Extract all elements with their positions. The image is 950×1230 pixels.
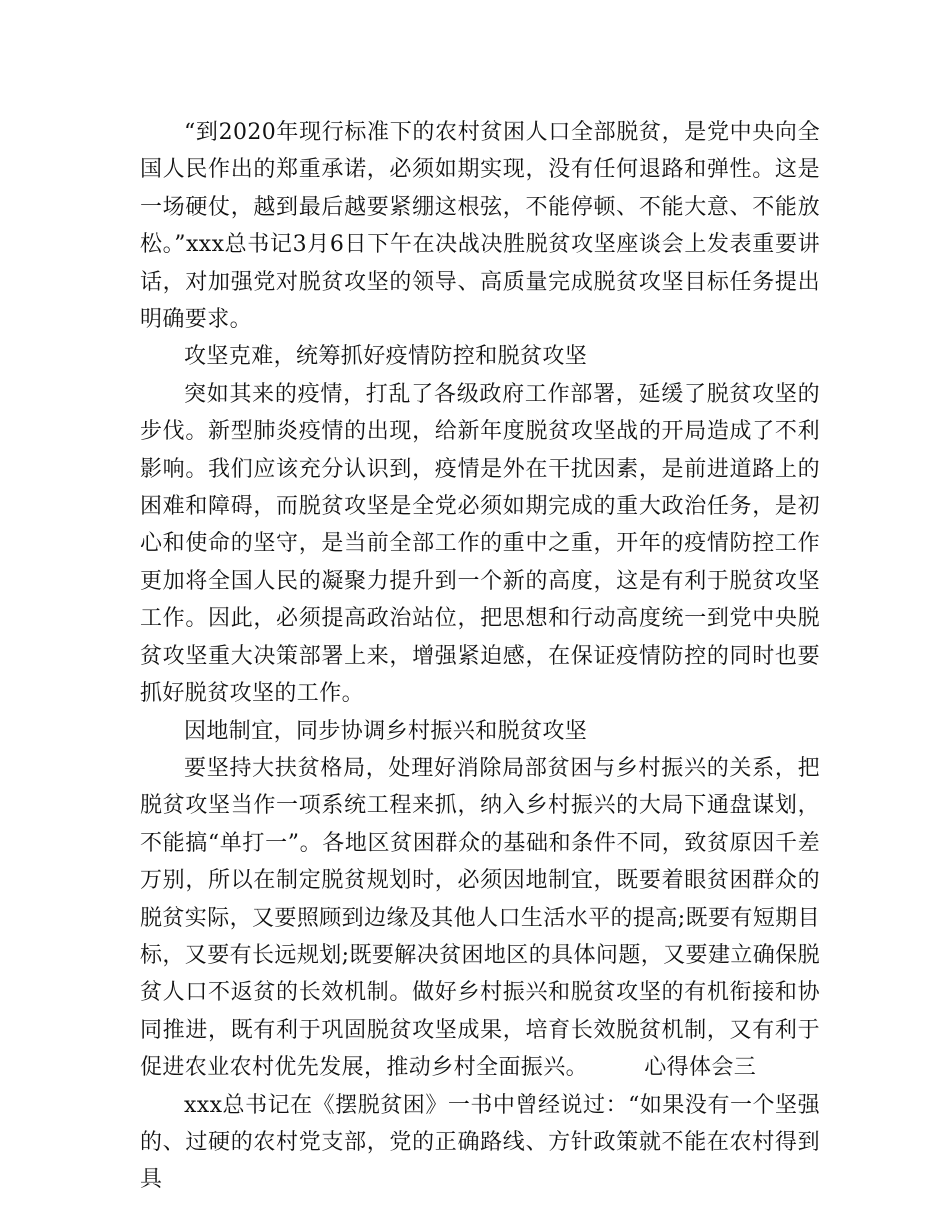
paragraph-rural-revitalization: 要坚持大扶贫格局，处理好消除局部贫困与乡村振兴的关系，把脱贫攻坚当作一项系统工程来抓，纳入乡村振兴的大局下通盘谋划，不能搞“单打一”。各地区贫困群众的基础和条件不同，致贫原因千差万别，所以在制定脱贫规划时，必须因地制宜，既要着眼贫困群众的脱贫实际，又要照顾到边缘及其他人口生活水平的提高;既要有短期目标，又要有长远规划;既要解决贫困地区的具体问题，又要建立确保脱贫人口不返贫的长效机制。做好乡村振兴和脱贫攻坚的有机衔接和协同推进，既有利于巩固脱贫攻坚成果，培育长效脱贫机制，又有利于促进农业农村优先发展，推动乡村全面振兴。 心得体会三 xyxy=(140,755,820,1081)
paragraph-epidemic: 突如其来的疫情，打乱了各级政府工作部署，延缓了脱贫攻坚的步伐。新型肺炎疫情的出现，给新年度脱贫攻坚战的开局造成了不利影响。我们应该充分认识到，疫情是外在干扰因素，是前进道路上的困难和障碍，而脱贫攻坚是全党必须如期完成的重大政治任务，是初心和使命的坚守，是当前全部工作的重中之重，开年的疫情防控工作更加将全国人民的凝聚力提升到一个新的高度，这是有利于脱贫攻坚工作。因此，必须提高政治站位，把思想和行动高度统一到党中央脱贫攻坚重大决策部署上来，增强紧迫感，在保证疫情防控的同时也要抓好脱贫攻坚的工作。 xyxy=(140,381,820,707)
section-heading-1: 攻坚克难，统筹抓好疫情防控和脱贫攻坚 xyxy=(184,344,588,370)
document-body xyxy=(140,114,820,1199)
section-heading-2: 因地制宜，同步协调乡村振兴和脱贫攻坚 xyxy=(184,718,588,744)
paragraph-intro: “到2020年现行标准下的农村贫困人口全部脱贫，是党中央向全国人民作出的郑重承诺，必须如期实现，没有任何退路和弹性。这是一场硬仗，越到最后越要紧绷这根弦，不能停顿、不能大意、不能放松。”xxx总书记3月6日下午在决战决胜脱贫攻坚座谈会上发表重要讲话，对加强党对脱贫攻坚的领导、高质量完成脱贫攻坚目标任务提出明确要求。 xyxy=(140,120,820,333)
paragraph-party-branch: xxx总书记在《摆脱贫困》一书中曾经说过：“如果没有一个坚强的、过硬的农村党支部，党的正确路线、方针政策就不能在农村得到具 xyxy=(140,1092,820,1193)
